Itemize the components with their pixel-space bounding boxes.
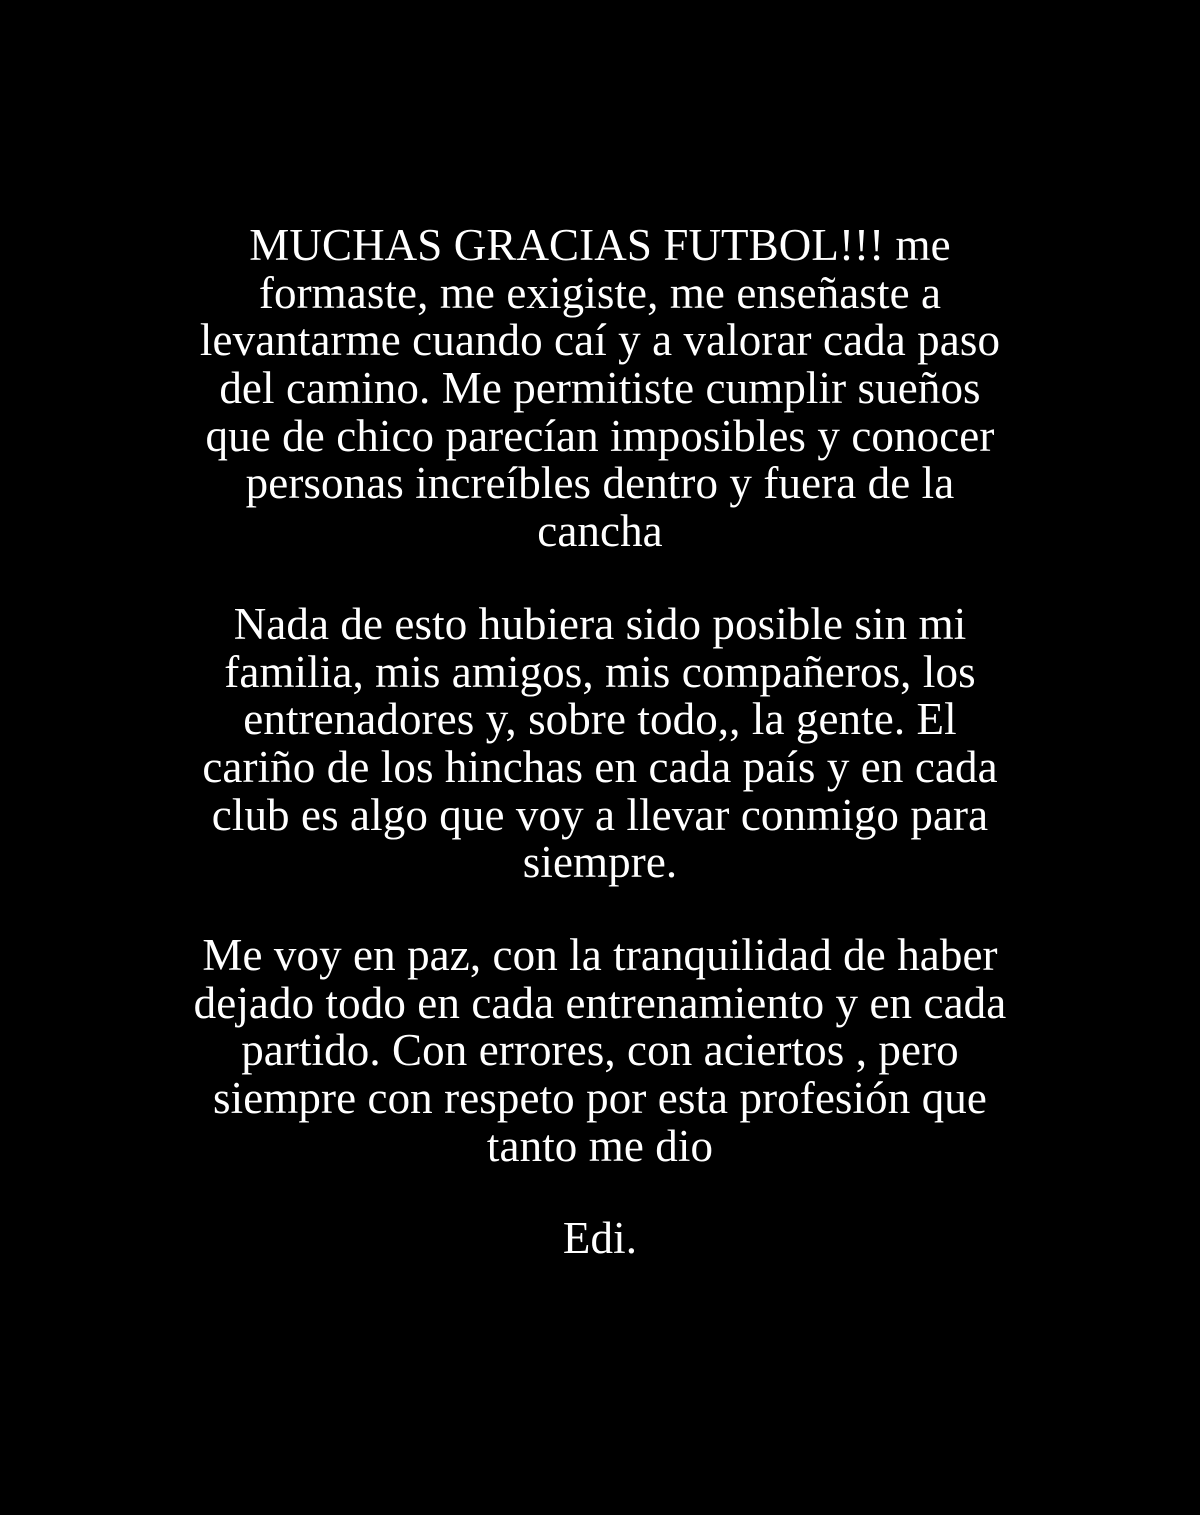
- statement-paragraph-1: MUCHAS GRACIAS FUTBOL!!! me formaste, me exigiste, me enseñaste a levantarme cuando caí y a valorar cada paso del camino. Me permitiste cumplir sueños que de chico parecían imposibles y conocer personas increíbles dentro y fuera de la cancha: [199, 220, 1001, 557]
- statement-paragraph-2: Nada de esto hubiera sido posible sin mi familia, mis amigos, mis compañeros, los entrenadores y, sobre todo,, la gente. El cariño de los hinchas en cada país y en cada club es algo que voy a llevar conmigo para siempre.: [202, 598, 998, 888]
- statement-signature: Edi.: [562, 1213, 638, 1264]
- statement-paragraph-3: Me voy en paz, con la tranquilidad de haber dejado todo en cada entrenamiento y en cada partido. Con errores, con aciertos , pero siempre con respeto por esta profesión que tanto me dio: [193, 929, 1007, 1171]
